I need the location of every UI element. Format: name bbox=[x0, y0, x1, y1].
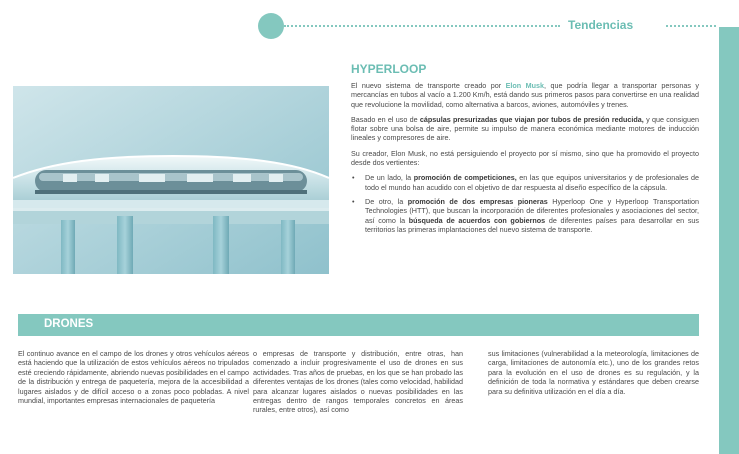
bold-run: promoción de dos empresas pioneras bbox=[407, 196, 548, 206]
bold-run: cápsulas presurizadas que viajan por tubos de presión reducida, bbox=[419, 114, 644, 124]
text-run: y que consiguen flotar sobre una bolsa de aire, permite su impulso de manera económica mediante motores de inducción lineales y compresores de aire. bbox=[351, 114, 699, 143]
drones-column-3: sus limitaciones (vulnerabilidad a la meteorología, limitaciones de carga, limitaciones de autonomía etc.), uno de los grandes retos para la evolución en el uso de drones es su regulación, y la definición de toda la normativa y estándares que deben crearse para su definitiva utilización en el día a día. bbox=[488, 349, 699, 396]
hyperloop-illustration bbox=[13, 86, 329, 274]
bullet-icon: • bbox=[352, 173, 355, 183]
elon-musk-highlight: Elon Musk bbox=[505, 81, 544, 90]
hyperloop-bullet-list bbox=[351, 173, 699, 234]
hyperloop-paragraph bbox=[351, 81, 699, 109]
text-run: De un lado, la bbox=[365, 173, 414, 183]
drones-column-1: El continuo avance en el campo de los drones y otros vehículos aéreos está haciendo que la utilización de estos vehículos aéreos no tripulados esté creciendo rápidamente, abriendo nuevas posibilidades en el campo de la distribución y entrega de paquetería, mejora de la accesibilidad a lugares aislados y de difícil acceso o a zonas poco pobladas. A nivel mundial, importantes empresas internacionales de paquetería bbox=[18, 349, 249, 406]
hyperloop-paragraph: Su creador, Elon Musk, no está persiguiendo el proyecto por sí mismo, sino que ha promovido el proyecto desde dos vertientes: bbox=[351, 148, 699, 168]
drones-column-2: o empresas de transporte y distribución, entre otras, han comenzado a incluir progresivamente el uso de drones en sus actividades. Tras años de pruebas, en los que se han probado las diferentes ventajas de los drones (tales como velocidad, habilidad para alcanzar lugares aislados o nuevas posibilidades en las entregas dentro de rangos temporales concretos en áreas rurales, entre otros), así como bbox=[253, 349, 463, 415]
list-item bbox=[351, 197, 699, 234]
list-item bbox=[351, 173, 699, 192]
text-run: El nuevo sistema de transporte creado por bbox=[351, 81, 506, 90]
header-dotted-line-right bbox=[666, 25, 716, 27]
drones-header-bar bbox=[18, 314, 699, 336]
drones-title: DRONES bbox=[44, 318, 94, 330]
text-run: De otro, la bbox=[365, 196, 408, 206]
hyperloop-title: HYPERLOOP bbox=[351, 62, 427, 76]
right-edge-bar bbox=[719, 27, 739, 454]
bold-run: búsqueda de acuerdos con gobiernos bbox=[408, 215, 546, 225]
text-run: de diferentes países para desarrollar en sus territorios las primeras implantaciones del nuevo sistema de transporte. bbox=[365, 215, 700, 234]
header-dotted-line-left bbox=[284, 25, 560, 27]
bullet-icon: • bbox=[352, 196, 355, 206]
section-label: Tendencias bbox=[568, 18, 634, 32]
text-run: Basado en el uso de bbox=[351, 114, 420, 124]
text-run: en las que equipos universitarios y de profesionales de todo el mundo han acudido con el objetivo de dar respuesta al diseño específico de la cápsula. bbox=[365, 173, 699, 192]
text-run: , que podría llegar a transportar personas y mercancías en tubos al vacío a 1.200 Km/h, está dando sus primeros pasos para convertirse en una realidad que revolucione la movilidad, como alternativa a barcos, aviones, automóviles y trenes. bbox=[351, 81, 699, 109]
hyperloop-body bbox=[351, 81, 699, 239]
hyperloop-paragraph bbox=[351, 115, 699, 143]
header-circle-decoration bbox=[258, 13, 284, 39]
text-run: Hyperloop One y Hyperloop Transportation Technologies (HTT), que buscan la incorporación de diferentes profesionales y asociaciones del sector, así como la bbox=[365, 196, 700, 225]
bold-run: promoción de competiciones, bbox=[413, 173, 517, 183]
